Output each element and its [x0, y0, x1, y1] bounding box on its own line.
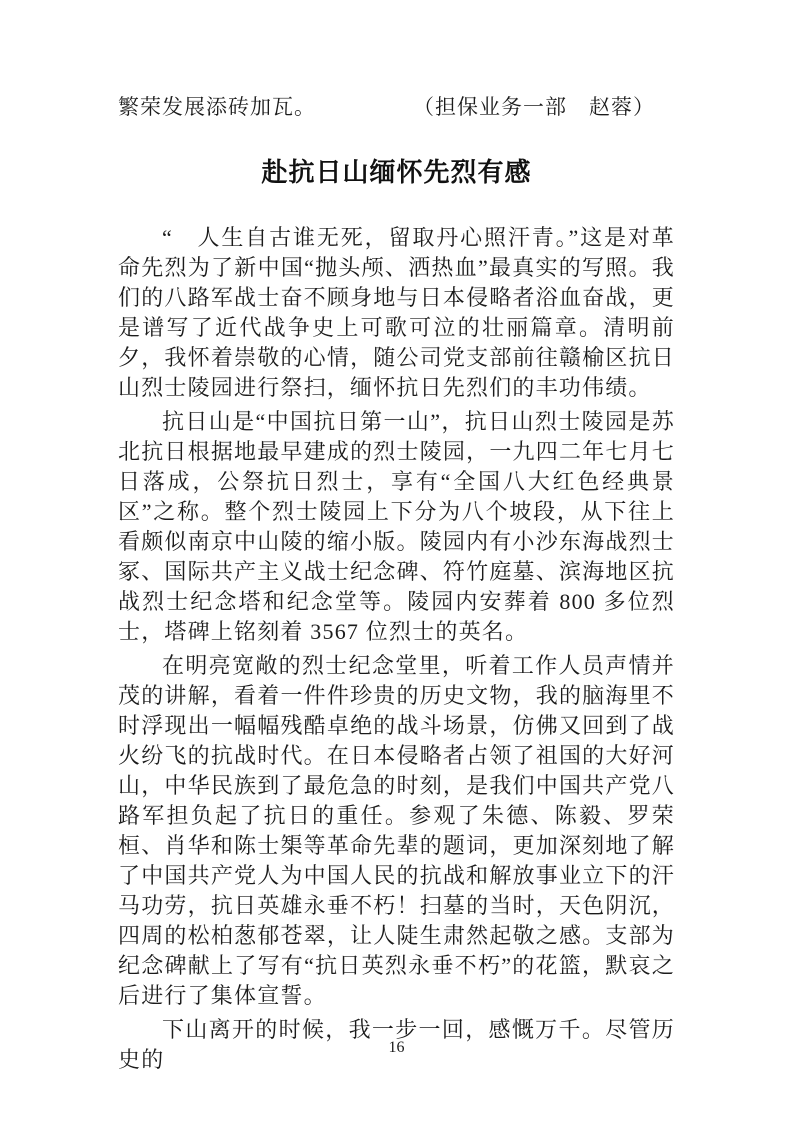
- author-attribution: （担保业务一部 赵蓉）: [413, 95, 655, 119]
- page-content: [118, 92, 675, 1075]
- article-title: 赴抗日山缅怀先烈有感: [261, 157, 532, 187]
- page-number: 16: [388, 1039, 405, 1056]
- paragraph-4: 下山离开的时候，我一步一回，感慨万千。尽管历史的: [118, 1017, 675, 1072]
- paragraph-1: “ 人生自古谁无死，留取丹心照汗青。”这是对革命先烈为了新中国“抛头颅、洒热血”最真实的写照。我们的八路军战士奋不顾身地与日本侵略者浴血奋战，更是谱写了近代战争史上可歌可泣的壮丽篇章。清明前夕，我怀着崇敬的心情，随公司党支部前往赣榆区抗日山烈士陵园进行祭扫，缅怀抗日先烈们的丰功伟绩。: [118, 225, 675, 400]
- paragraph-2: 抗日山是“中国抗日第一山”，抗日山烈士陵园是苏北抗日根据地最早建成的烈士陵园，一九四二年七月七日落成，公祭抗日烈士，享有“全国八大红色经典景区”之称。整个烈士陵园上下分为八个坡段，从下往上看颇似南京中山陵的缩小版。陵园内有小沙东海战烈士冢、国际共产主义战士纪念碑、符竹庭墓、滨海地区抗战烈士纪念塔和纪念堂等。陵园内安葬着 800 多位烈士，塔碑上铭刻着 3567 位烈士的英名。: [118, 409, 675, 644]
- article-body: [118, 223, 675, 1075]
- paragraph-3: 在明亮宽敞的烈士纪念堂里，听着工作人员声情并茂的讲解，看着一件件珍贵的历史文物，我的脑海里不时浮现出一幅幅残酷卓绝的战斗场景，仿佛又回到了战火纷飞的抗战时代。在日本侵略者占领了祖国的大好河山，中华民族到了最危急的时刻，是我们中国共产党八路军担负起了抗日的重任。参观了朱德、陈毅、罗荣桓、肖华和陈士榘等革命先辈的题词，更加深刻地了解了中国共产党人为中国人民的抗战和解放事业立下的汗马功劳，抗日英雄永垂不朽！扫墓的当时，天色阴沉，四周的松柏葱郁苍翠，让人陡生肃然起敬之感。支部为纪念碑献上了写有“抗日英烈永垂不朽”的花篮，默哀之后进行了集体宣誓。: [118, 653, 675, 1008]
- previous-article-closing-line: 繁荣发展添砖加瓦。: [118, 95, 316, 119]
- previous-article-ending: [118, 92, 675, 122]
